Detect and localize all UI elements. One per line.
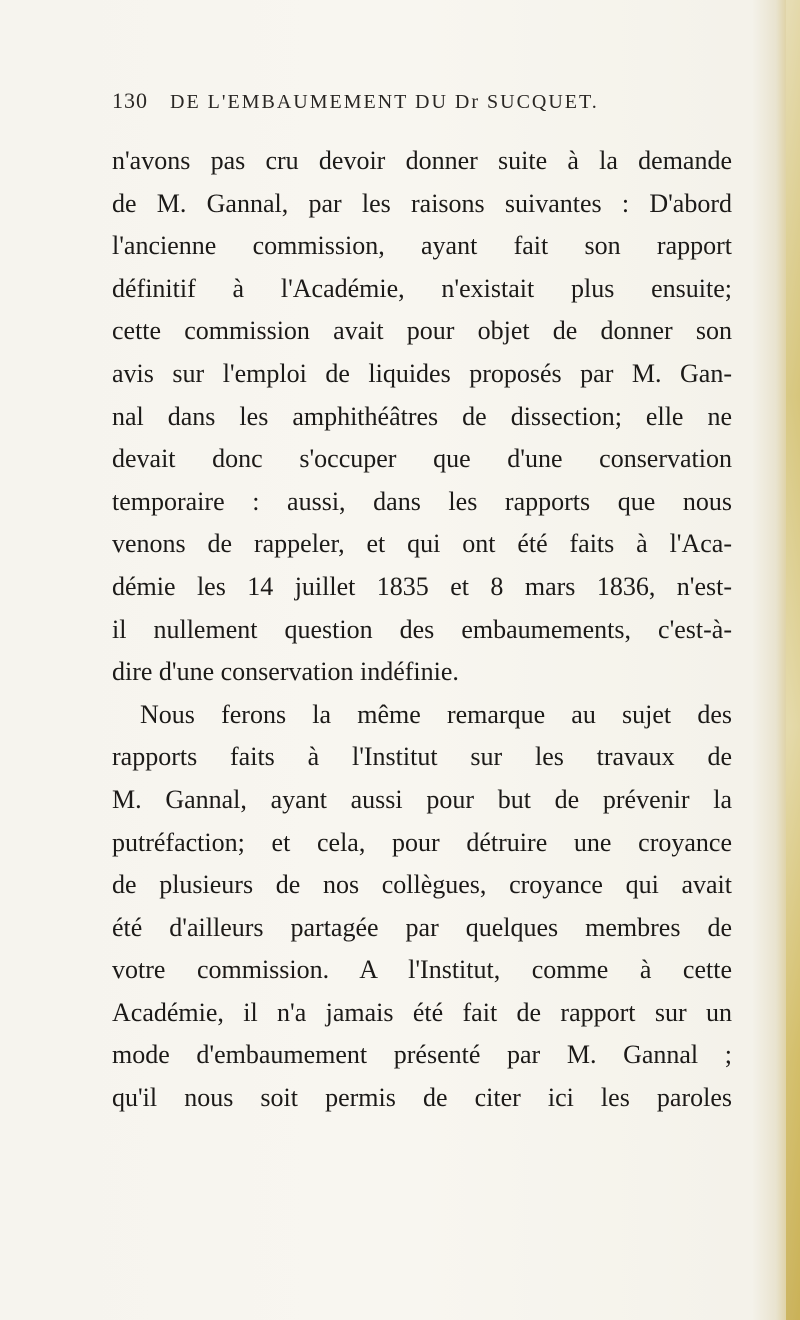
text-line: cette commission avait pour objet de donner son <box>112 316 732 346</box>
text-line: Nous ferons la même remarque au sujet des <box>140 699 732 729</box>
text-line: Académie, il n'a jamais été fait de rapport sur un <box>112 997 732 1027</box>
text-line: démie les 14 juillet 1835 et 8 mars 1836, n'est- <box>112 571 732 601</box>
page-edge-stain <box>786 0 800 1320</box>
running-title: DE L'EMBAUMEMENT DU Dr SUCQUET. <box>170 91 599 113</box>
text-line: nal dans les amphithéâtres de dissection; elle ne <box>112 401 732 431</box>
text-line: putréfaction; et cela, pour détruire une croyance <box>112 827 732 857</box>
body-text <box>112 140 732 1120</box>
text-line: devait donc s'occuper que d'une conservation <box>112 444 732 474</box>
text-line: temporaire : aussi, dans les rapports que nous <box>112 486 732 516</box>
running-header <box>112 88 732 118</box>
text-line: de plusieurs de nos collègues, croyance qui avait <box>112 870 732 900</box>
text-line: n'avons pas cru devoir donner suite à la demande <box>112 146 732 175</box>
text-line: votre commission. A l'Institut, comme à cette <box>112 955 732 985</box>
text-line: définitif à l'Académie, n'existait plus ensuite; <box>112 273 732 303</box>
page-number: 130 <box>112 88 148 113</box>
text-line: rapports faits à l'Institut sur les travaux de <box>112 742 732 772</box>
text-line: venons de rappeler, et qui ont été faits à l'Aca- <box>112 529 732 559</box>
text-line: de M. Gannal, par les raisons suivantes : D'abord <box>112 188 732 218</box>
text-line: avis sur l'emploi de liquides proposés par M. Gan- <box>112 358 732 388</box>
text-line: dire d'une conservation indéfinie. <box>112 657 459 687</box>
text-line: été d'ailleurs partagée par quelques membres de <box>112 912 732 942</box>
text-line: l'ancienne commission, ayant fait son rapport <box>112 231 732 261</box>
text-line: qu'il nous soit permis de citer ici les paroles <box>112 1083 732 1113</box>
text-line: M. Gannal, ayant aussi pour but de prévenir la <box>112 784 732 814</box>
text-line: mode d'embaumement présenté par M. Gannal ; <box>112 1040 732 1070</box>
text-line: il nullement question des embaumements, c'est-à- <box>112 614 732 644</box>
